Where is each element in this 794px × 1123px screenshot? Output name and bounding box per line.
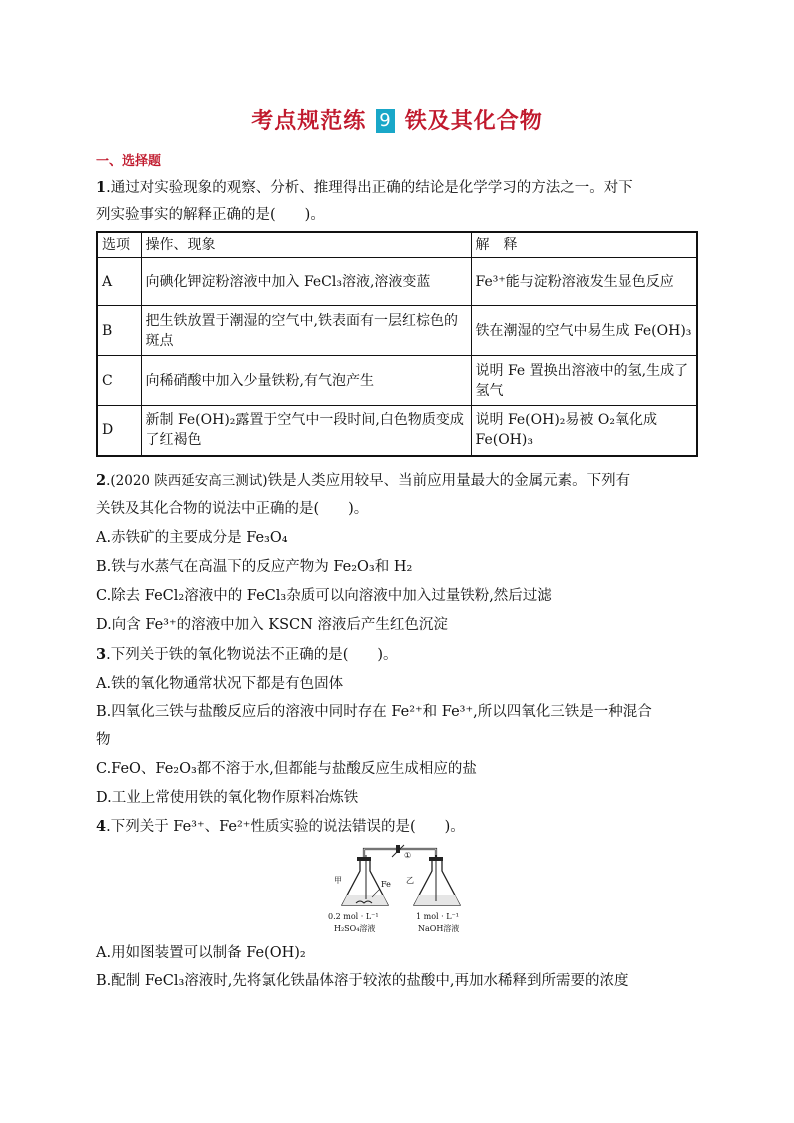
operation-cell: 向碘化钾淀粉溶液中加入 FeCl₃溶液,溶液变蓝 xyxy=(141,258,471,306)
table-row xyxy=(97,258,697,306)
acid-concentration: 0.2 mol · L⁻¹ xyxy=(328,912,379,921)
q3-option-c: C.FeO、Fe₂O₃都不溶于水,但都能与盐酸反应生成相应的盐 xyxy=(96,761,477,777)
q2-number: 2 xyxy=(96,472,107,489)
header-operation: 操作、现象 xyxy=(141,232,471,258)
q2-option-b: B.铁与水蒸气在高温下的反应产物为 Fe₂O₃和 H₂ xyxy=(96,559,413,575)
q3-option-b-cont: 物 xyxy=(96,732,111,748)
q4-option-a: A.用如图装置可以制备 Fe(OH)₂ xyxy=(96,945,306,961)
table-header-row xyxy=(97,232,697,258)
explanation-cell: 铁在潮湿的空气中易生成 Fe(OH)₃ xyxy=(471,306,697,356)
explanation-cell: 说明 Fe(OH)₂易被 O₂氧化成 Fe(OH)₃ xyxy=(471,406,697,456)
q2-option-d: D.向含 Fe³⁺的溶液中加入 KSCN 溶液后产生红色沉淀 xyxy=(96,617,448,633)
option-label: A xyxy=(97,258,141,306)
lesson-number-badge: 9 xyxy=(376,109,394,133)
q1-stem-line2: 列实验事实的解释正确的是( )。 xyxy=(96,207,325,223)
flask-a-label: 甲 xyxy=(334,876,342,885)
q2-option-c: C.除去 FeCl₂溶液中的 FeCl₃杂质可以向溶液中加入过量铁粉,然后过滤 xyxy=(96,588,552,604)
q3-option-b: B.四氧化三铁与盐酸反应后的溶液中同时存在 Fe²⁺和 Fe³⁺,所以四氧化三铁是一种混合 xyxy=(96,704,652,720)
q2-option-a: A.赤铁矿的主要成分是 Fe₃O₄ xyxy=(96,530,288,546)
page-title xyxy=(0,104,794,135)
table-row xyxy=(97,356,697,406)
valve-label: ① xyxy=(404,851,412,860)
q3-stem: 3.下列关于铁的氧化物说法不正确的是( )。 xyxy=(96,646,398,663)
operation-cell: 新制 Fe(OH)₂露置于空气中一段时间,白色物质变成了红褐色 xyxy=(141,406,471,456)
q1-number: 1 xyxy=(96,179,107,196)
q2-source: .(2020 陕西延安高三测试) xyxy=(106,473,268,489)
flask-b xyxy=(414,855,460,905)
table-row xyxy=(97,406,697,456)
header-option: 选项 xyxy=(97,232,141,258)
header-explanation: 解 释 xyxy=(471,232,697,258)
q4-stem: 4.下列关于 Fe³⁺、Fe²⁺性质实验的说法错误的是( )。 xyxy=(96,818,465,835)
base-concentration: 1 mol · L⁻¹ xyxy=(416,912,459,921)
title-topic: 铁及其化合物 xyxy=(404,109,543,134)
explanation-cell: Fe³⁺能与淀粉溶液发生显色反应 xyxy=(471,258,697,306)
explanation-cell: 说明 Fe 置换出溶液中的氢,生成了氢气 xyxy=(471,356,697,406)
q1-stem-line1: 1.通过对实验现象的观察、分析、推理得出正确的结论是化学学习的方法之一。对下 xyxy=(96,179,633,196)
base-solution: NaOH溶液 xyxy=(418,924,460,933)
table-row xyxy=(97,306,697,356)
q3-option-a: A.铁的氧化物通常状况下都是有色固体 xyxy=(96,676,344,692)
acid-solution: H₂SO₄溶液 xyxy=(334,924,376,933)
q4-number: 4 xyxy=(96,818,107,835)
flask-b-label: 乙 xyxy=(406,876,414,885)
q2-stem-line2: 关铁及其化合物的说法中正确的是( )。 xyxy=(96,501,369,517)
operation-cell: 向稀硝酸中加入少量铁粉,有气泡产生 xyxy=(141,356,471,406)
q1-options-table xyxy=(96,231,698,457)
option-label: C xyxy=(97,356,141,406)
section-heading: 一、选择题 xyxy=(96,154,162,169)
q4-option-b: B.配制 FeCl₃溶液时,先将氯化铁晶体溶于较浓的盐酸中,再加水稀释到所需要的浓度 xyxy=(96,973,629,989)
q3-option-d: D.工业上常使用铁的氧化物作原料冶炼铁 xyxy=(96,790,359,806)
iron-label: Fe xyxy=(381,880,391,889)
apparatus-diagram xyxy=(326,843,476,937)
option-label: D xyxy=(97,406,141,456)
option-label: B xyxy=(97,306,141,356)
title-prefix: 考点规范练 xyxy=(251,109,367,134)
q3-number: 3 xyxy=(96,646,107,663)
q2-stem-line1: 2.(2020 陕西延安高三测试)铁是人类应用较早、当前应用量最大的金属元素。下列有 xyxy=(96,472,631,489)
operation-cell: 把生铁放置于潮湿的空气中,铁表面有一层红棕色的斑点 xyxy=(141,306,471,356)
